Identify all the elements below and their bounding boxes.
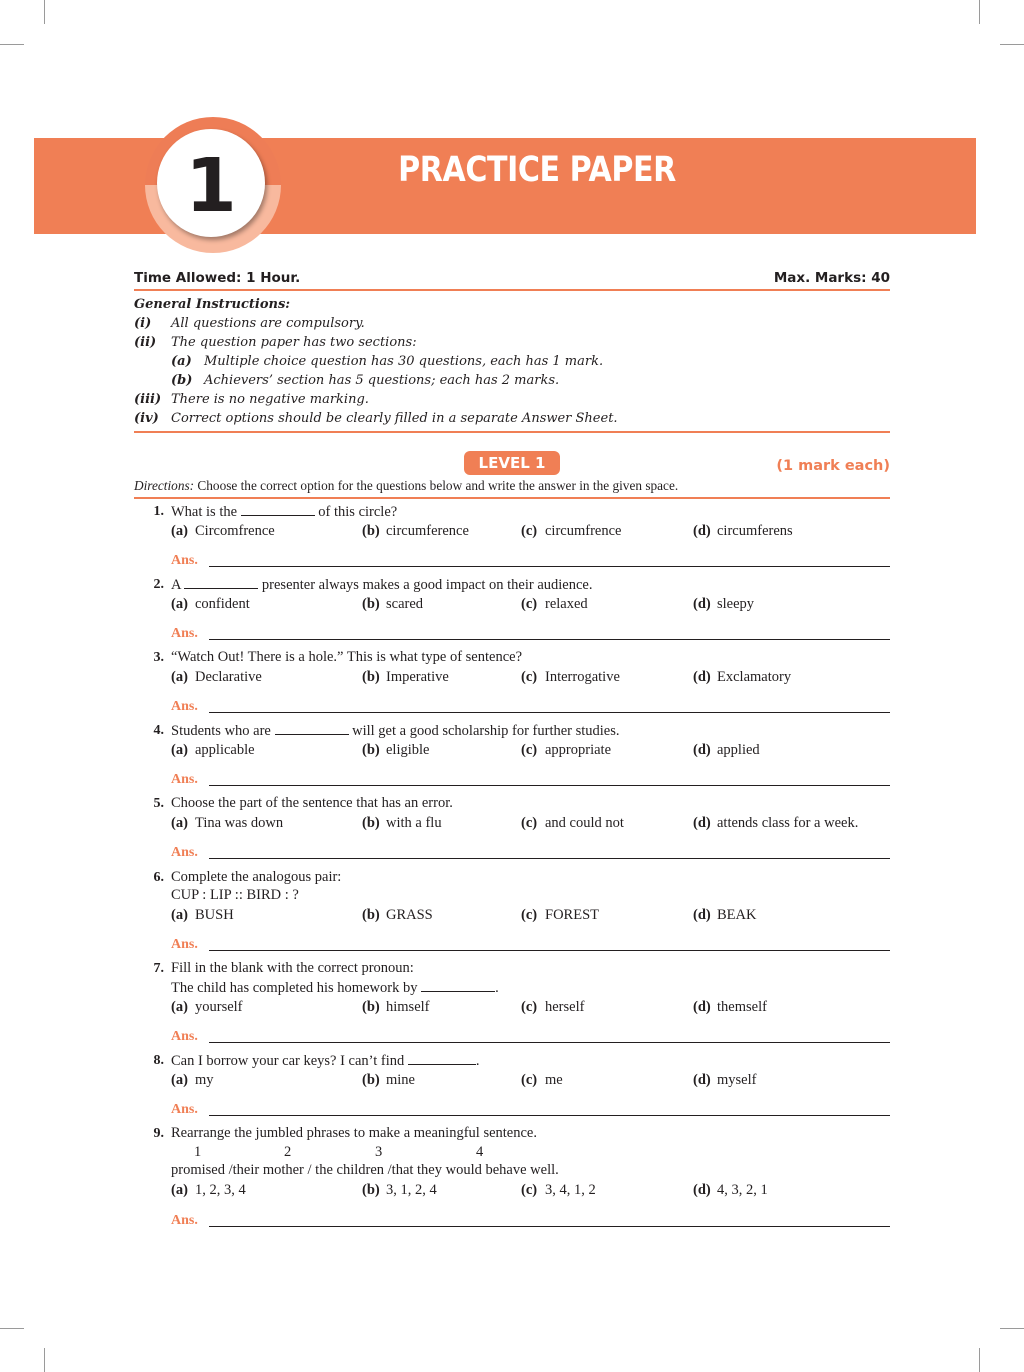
answer-label: Ans. (171, 772, 198, 787)
question-text: What is the of this circle? (171, 504, 398, 520)
instruction-text: All questions are compulsory. (171, 316, 365, 331)
option-b: (b) mine (362, 1072, 415, 1088)
question-text-line2: The child has completed his homework by . (171, 980, 499, 996)
answer-line[interactable] (209, 950, 890, 951)
option-b: (b) eligible (362, 742, 430, 758)
question-number: 1. (153, 504, 164, 519)
question-number: 8. (153, 1053, 164, 1068)
answer-line[interactable] (209, 1115, 890, 1116)
answer-label: Ans. (171, 845, 198, 860)
option-d: (d) circumferens (693, 523, 793, 539)
option-d: (d) Exclamatory (693, 669, 792, 685)
question-number: 9. (153, 1126, 164, 1141)
instruction-subnumber: (a) (171, 354, 192, 369)
answer-line[interactable] (209, 785, 890, 786)
option-b: (b) with a flu (362, 815, 442, 831)
answer-label: Ans. (171, 626, 198, 641)
option-a: (a) my (171, 1072, 214, 1088)
option-a: (a) 1, 2, 3, 4 (171, 1182, 246, 1198)
paper-number: 1 (185, 143, 237, 229)
directions-divider (134, 497, 890, 499)
question-number: 4. (153, 723, 164, 738)
phrase-marker: 3 (375, 1144, 383, 1160)
question-number: 2. (153, 577, 164, 592)
jumbled-phrases: promised /their mother / the children /that they would behave well. (171, 1162, 559, 1178)
option-d: (d) attends class for a week. (693, 815, 859, 831)
option-d: (d) myself (693, 1072, 757, 1088)
instruction-number: (iv) (134, 411, 159, 426)
option-c: (c) me (521, 1072, 563, 1088)
phrase-marker: 4 (476, 1144, 484, 1160)
crop-mark (979, 0, 980, 24)
crop-mark (1000, 44, 1024, 45)
option-c: (c) 3, 4, 1, 2 (521, 1182, 596, 1198)
instruction-number: (ii) (134, 335, 157, 350)
directions (134, 478, 678, 494)
level-badge: LEVEL 1 (464, 451, 560, 475)
header-divider (134, 289, 890, 291)
answer-label: Ans. (171, 699, 198, 714)
option-c: (c) herself (521, 999, 585, 1015)
phrase-marker: 2 (284, 1144, 292, 1160)
answer-label: Ans. (171, 1213, 198, 1228)
option-a: (a) Circomfrence (171, 523, 275, 539)
marks-per-question: (1 mark each) (776, 458, 890, 474)
crop-mark (44, 0, 45, 24)
answer-label: Ans. (171, 1029, 198, 1044)
crop-mark (1000, 1328, 1024, 1329)
option-b: (b) himself (362, 999, 430, 1015)
page-title: PRACTICE PAPER (398, 150, 676, 190)
answer-line[interactable] (209, 639, 890, 640)
option-a: (a) BUSH (171, 907, 234, 923)
instruction-number: (i) (134, 316, 152, 331)
answer-line[interactable] (209, 566, 890, 567)
option-b: (b) Imperative (362, 669, 449, 685)
instructions-divider (134, 431, 890, 433)
directions-label: Directions: (134, 478, 195, 493)
instruction-number: (iii) (134, 392, 162, 407)
directions-text: Choose the correct option for the questions below and write the answer in the given space. (194, 478, 679, 493)
answer-line[interactable] (209, 712, 890, 713)
question-text-line2: CUP : LIP :: BIRD : ? (171, 887, 299, 903)
option-c: (c) circumfrence (521, 523, 622, 539)
option-d: (d) BEAK (693, 907, 757, 923)
crop-mark (44, 1348, 45, 1372)
crop-mark (979, 1348, 980, 1372)
question-text: Rearrange the jumbled phrases to make a meaningful sentence. (171, 1125, 537, 1141)
option-c: (c) Interrogative (521, 669, 620, 685)
question-text: Fill in the blank with the correct pronoun: (171, 960, 414, 976)
option-a: (a) confident (171, 596, 250, 612)
instruction-text: Multiple choice question has 30 questions, each has 1 mark. (204, 354, 604, 369)
option-d: (d) sleepy (693, 596, 755, 612)
instruction-text: The question paper has two sections: (171, 335, 417, 350)
answer-label: Ans. (171, 937, 198, 952)
answer-label: Ans. (171, 553, 198, 568)
option-a: (a) yourself (171, 999, 243, 1015)
fill-blank (408, 1052, 476, 1065)
option-c: (c) FOREST (521, 907, 599, 923)
question-text: Can I borrow your car keys? I can’t find . (171, 1053, 480, 1069)
fill-blank (241, 503, 315, 516)
answer-line[interactable] (209, 858, 890, 859)
question-number: 5. (153, 796, 164, 811)
instructions-heading: General Instructions: (134, 297, 291, 312)
phrase-marker: 1 (194, 1144, 202, 1160)
instruction-text: There is no negative marking. (171, 392, 369, 407)
option-c: (c) and could not (521, 815, 624, 831)
option-a: (a) applicable (171, 742, 255, 758)
option-a: (a) Tina was down (171, 815, 284, 831)
question-text: Students who are will get a good scholarship for further studies. (171, 723, 620, 739)
question-text: Complete the analogous pair: (171, 869, 342, 885)
max-marks: Max. Marks: 40 (773, 270, 890, 286)
instruction-subnumber: (b) (171, 373, 193, 388)
option-d: (d) applied (693, 742, 760, 758)
instruction-text: Achievers’ section has 5 questions; each has 2 marks. (204, 373, 560, 388)
crop-mark (0, 44, 24, 45)
option-b: (b) 3, 1, 2, 4 (362, 1182, 437, 1198)
question-text: Choose the part of the sentence that has an error. (171, 795, 453, 811)
question-number: 7. (153, 961, 164, 976)
answer-line[interactable] (209, 1042, 890, 1043)
question-number: 3. (153, 650, 164, 665)
option-c: (c) relaxed (521, 596, 588, 612)
instruction-text: Correct options should be clearly filled in a separate Answer Sheet. (171, 411, 618, 426)
option-b: (b) scared (362, 596, 424, 612)
option-d: (d) 4, 3, 2, 1 (693, 1182, 768, 1198)
question-number: 6. (153, 870, 164, 885)
option-c: (c) appropriate (521, 742, 612, 758)
fill-blank (184, 576, 258, 589)
time-allowed: Time Allowed: 1 Hour. (134, 270, 301, 286)
option-b: (b) GRASS (362, 907, 433, 923)
question-text: A presenter always makes a good impact on their audience. (171, 577, 593, 593)
question-text: “Watch Out! There is a hole.” This is what type of sentence? (171, 649, 523, 665)
option-a: (a) Declarative (171, 669, 262, 685)
answer-label: Ans. (171, 1102, 198, 1117)
fill-blank (421, 979, 495, 992)
fill-blank (275, 722, 349, 735)
crop-mark (0, 1328, 24, 1329)
answer-line[interactable] (209, 1226, 890, 1227)
option-d: (d) themself (693, 999, 767, 1015)
option-b: (b) circumference (362, 523, 469, 539)
